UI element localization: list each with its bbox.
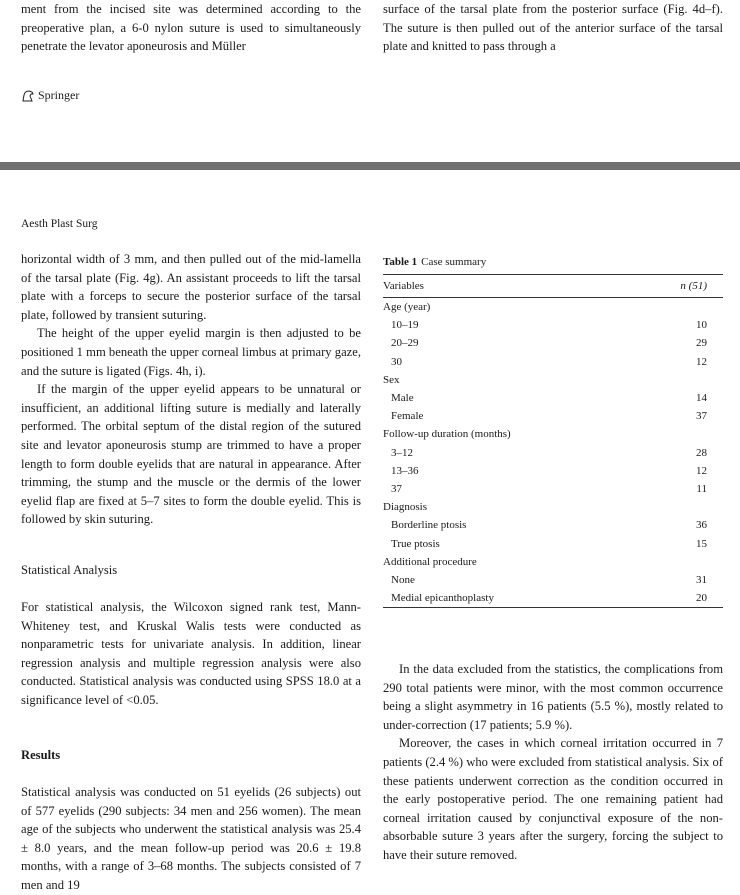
publisher-logo — [21, 88, 79, 103]
table — [383, 274, 723, 608]
table-row — [383, 389, 723, 407]
table-row-count: 12 — [696, 355, 707, 368]
table-row — [383, 498, 723, 516]
page-divider — [0, 162, 740, 170]
table-row-count: 20 — [696, 592, 707, 605]
section-heading-statistical-analysis: Statistical Analysis — [21, 563, 118, 577]
table-row — [383, 444, 723, 462]
table-row-count: 29 — [696, 337, 707, 350]
table-row — [383, 353, 723, 371]
paragraph: For statistical analysis, the Wilcoxon signed rank test, Mann-Whiteney test, and Kruskal Walis tests were conducted as nonparametric tests for univariate analysis. In addition, linear regression analysis and multiple regression analysis were also conducted. Statistical analysis was conducted using SPSS 18.0 at a significance level of <0.05. — [21, 600, 361, 707]
table-row-label: None — [391, 573, 415, 586]
right-column-body — [383, 660, 723, 865]
table-row-count — [638, 371, 723, 389]
table-group-label: Diagnosis — [383, 501, 427, 514]
table-row — [383, 589, 723, 608]
table-row-count — [638, 298, 723, 317]
table-group-label: Additional procedure — [383, 555, 477, 568]
section-heading-results: Results — [21, 748, 61, 762]
table-row — [383, 298, 723, 317]
table-row — [383, 480, 723, 498]
table-header-row — [383, 275, 723, 298]
prev-left-paragraph: ment from the incised site was determined according to the preoperative plan, a 6-0 nylon suture is used to simultaneously penetrate the levator aponeurosis and Müller — [21, 2, 361, 54]
header-variables: Variables — [383, 280, 424, 292]
paragraph: Moreover, the cases in which corneal irritation occurred in 7 patients (2.4 %) who were excluded from statistical analysis. Six of these patients underwent correction as the condition occurred in the early postoperative period. The one remaining patient had corneal irritation caused by conjunctival exposure of the non-absorbable suture 3 years after the surgery, forcing the subject to have their suture removed. — [383, 736, 723, 862]
table-row-label: 37 — [391, 482, 402, 495]
paragraph: If the margin of the upper eyelid appears to be unnatural or insufficient, an additional lifting suture is medially and laterally performed. The orbital septum of the distal region of the sutured site and levator aponeurosis stump are trimmed to have a proper length to form double eyelids that are natural in appearance. After trimming, the stump and the muscle or the dermis of the lower eyelid flap are fixed at 5–7 sites to form the double eyelid. This is followed by skin suturing. — [21, 382, 361, 527]
table-row-count: 12 — [696, 464, 707, 477]
table-row-label: 20–29 — [391, 337, 419, 350]
table-caption — [383, 256, 723, 268]
table-row-count: 11 — [696, 482, 707, 495]
springer-horse-icon — [21, 89, 35, 103]
table-row-count — [638, 425, 723, 443]
header-n: n (51) — [680, 280, 707, 292]
paragraph: Statistical analysis was conducted on 51 eyelids (26 subjects) out of 577 eyelids (290 subjects: 34 men and 256 women). The mean age of the subjects who underwent the statistical analysis was 25.4 ± 8.0 years, and the mean follow-up period was 20.6 ± 19.8 months, with a range of 3–68 months. The subjects consisted of 7 men and 19 — [21, 785, 361, 892]
table-row — [383, 571, 723, 589]
running-header: Aesth Plast Surg — [21, 218, 98, 230]
paragraph: The height of the upper eyelid margin is then adjusted to be positioned 1 mm beneath the upper corneal limbus at primary gaze, and the suture is ligated (Figs. 4h, i). — [21, 326, 361, 378]
table-row-count — [638, 498, 723, 516]
table-row-count: 10 — [696, 319, 707, 332]
table-row — [383, 334, 723, 352]
prev-page-left-text — [21, 0, 361, 56]
table-row-count: 31 — [696, 573, 707, 586]
table-group-label: Sex — [383, 373, 400, 386]
table-row-label: 3–12 — [391, 446, 413, 459]
table-row — [383, 462, 723, 480]
paragraph: horizontal width of 3 mm, and then pulled out of the mid-lamella of the tarsal plate (Fig. 4g). An assistant proceeds to lift the tarsal plate with a forceps to secure the posterior surface of the tarsal plate, followed by transient suturing. — [21, 252, 361, 322]
table-title: Case summary — [421, 256, 487, 268]
table-row — [383, 371, 723, 389]
table-label: Table 1 — [383, 256, 418, 268]
results-text — [21, 783, 361, 895]
table-row-label: 30 — [391, 355, 402, 368]
table-group-label: Age (year) — [383, 301, 431, 314]
table-row-count: 36 — [696, 519, 707, 532]
table-row-count: 37 — [696, 410, 707, 423]
table-body — [383, 298, 723, 608]
table-row-label: 10–19 — [391, 319, 419, 332]
table-row-label: Female — [391, 410, 424, 423]
prev-page-right-text — [383, 0, 723, 56]
statistical-analysis-text — [21, 598, 361, 710]
table-row-count: 14 — [696, 392, 707, 405]
table-row-label: Medial epicanthoplasty — [391, 592, 494, 605]
publisher-name: Springer — [38, 88, 80, 102]
left-column-body — [21, 250, 361, 529]
table-row-label: Male — [391, 392, 414, 405]
table-row-label: 13–36 — [391, 464, 419, 477]
prev-right-paragraph: surface of the tarsal plate from the posterior surface (Fig. 4d–f). The suture is then pulled out of the anterior surface of the tarsal plate and knitted to pass through a — [383, 2, 723, 54]
table-row — [383, 553, 723, 571]
table-row-label: Borderline ptosis — [391, 519, 467, 532]
table-row-count — [638, 553, 723, 571]
table-row — [383, 407, 723, 425]
table-row-count: 28 — [696, 446, 707, 459]
table-row — [383, 516, 723, 534]
paragraph: In the data excluded from the statistics, the complications from 290 total patients were minor, with the most common occurrence being a slight asymmetry in 16 patients (5.5 %), mostly related to under-correction (17 patients; 5.9 %). — [383, 662, 723, 732]
table-row — [383, 316, 723, 334]
case-summary-table — [383, 256, 723, 608]
table-row — [383, 425, 723, 443]
table-group-label: Follow-up duration (months) — [383, 428, 511, 441]
table-row — [383, 534, 723, 552]
table-row-label: True ptosis — [391, 537, 440, 550]
table-row-count: 15 — [696, 537, 707, 550]
